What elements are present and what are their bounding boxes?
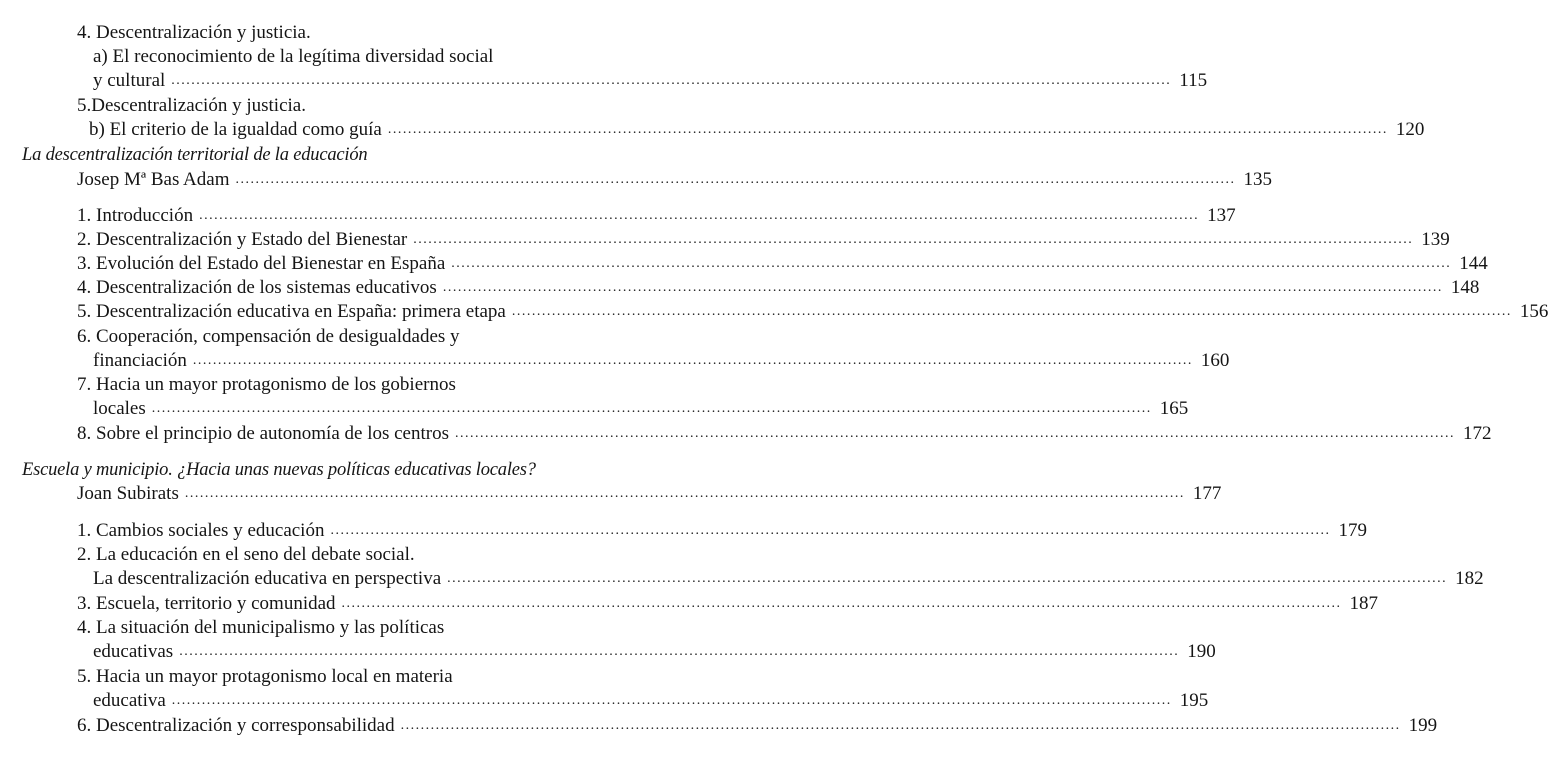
dot-leader: ........................................................................................................................................................................................................ — [184, 486, 1185, 501]
toc-entry-text: 8. Sobre el principio de autonomía de los centros — [77, 423, 449, 444]
dot-leader: ........................................................................................................................................................................................................ — [413, 232, 1414, 247]
toc-entry-text: 2. Descentralización y Estado del Bienestar — [77, 229, 408, 250]
toc-entry-text: locales — [93, 398, 146, 419]
toc-entry-text: Josep Mª Bas Adam — [77, 169, 230, 190]
toc-page-number: 144 — [1459, 253, 1488, 274]
toc-entry — [93, 45, 567, 69]
toc-entry — [77, 252, 1488, 276]
toc-entry — [77, 616, 567, 640]
toc-entry — [77, 325, 567, 349]
toc-page-number: 179 — [1338, 520, 1367, 541]
toc-entry-text: 1. Cambios sociales y educación — [77, 520, 325, 541]
toc-entry — [77, 519, 1367, 543]
toc-entry — [93, 349, 1230, 373]
toc-entry — [93, 69, 1208, 93]
toc-page-number: 156 — [1519, 301, 1548, 322]
toc-entry — [93, 567, 1484, 591]
toc-entry-text: 3. Evolución del Estado del Bienestar en España — [77, 253, 446, 274]
toc-page-number: 177 — [1192, 483, 1222, 504]
toc-entry — [77, 228, 1450, 252]
toc-entry — [77, 592, 1379, 616]
toc-page-number: 120 — [1395, 119, 1425, 140]
toc-page-number: 160 — [1200, 350, 1230, 371]
toc-entry — [77, 543, 567, 567]
toc-page-number: 115 — [1179, 70, 1208, 91]
toc-page-number: 148 — [1450, 277, 1480, 298]
toc-page-number: 182 — [1455, 568, 1484, 589]
toc-page-number: 199 — [1408, 715, 1438, 736]
toc-entry-text: 3. Escuela, territorio y comunidad — [77, 593, 336, 614]
toc-entry-text: 5.Descentralización y justicia. — [77, 95, 306, 116]
dot-leader: ........................................................................................................................................................................................................ — [455, 426, 1455, 441]
toc-entry — [77, 300, 1548, 324]
toc-entry-text: educativa — [93, 690, 166, 711]
toc-entry-text: 2. La educación en el seno del debate social. — [77, 544, 415, 565]
dot-leader: ........................................................................................................................................................................................................ — [151, 401, 1152, 416]
dot-leader: ........................................................................................................................................................................................................ — [387, 122, 1388, 137]
dot-leader: ........................................................................................................................................................................................................ — [451, 256, 1452, 271]
dot-leader: ........................................................................................................................................................................................................ — [511, 304, 1512, 319]
toc-page-number: 135 — [1243, 169, 1272, 190]
toc-entry — [93, 640, 1216, 664]
toc-entry-text: a) El reconocimiento de la legítima diversidad social — [93, 46, 494, 67]
dot-leader: ........................................................................................................................................................................................................ — [442, 280, 1443, 295]
toc-entry — [77, 204, 1236, 228]
toc-entry-text: 1. Introducción — [77, 205, 194, 226]
toc-page-number: 195 — [1179, 690, 1209, 711]
toc-entry — [77, 714, 1438, 738]
toc-entry — [77, 422, 1492, 446]
toc-entry-text: 5. Descentralización educativa en España: primera etapa — [77, 301, 506, 322]
toc-page-number: 190 — [1187, 641, 1216, 662]
toc-entry-text: La descentralización educativa en perspectiva — [93, 568, 442, 589]
toc-entry-text: Escuela y municipio. ¿Hacia unas nuevas políticas educativas locales? — [22, 460, 536, 480]
toc-section-title — [22, 143, 567, 167]
toc-entry-text: 4. La situación del municipalismo y las políticas — [77, 617, 445, 638]
toc-entry-text: 4. Descentralización y justicia. — [77, 22, 311, 43]
toc-entry-text: y cultural — [93, 70, 166, 91]
toc-entry-text: 4. Descentralización de los sistemas educativos — [77, 277, 437, 298]
dot-leader: ........................................................................................................................................................................................................ — [330, 523, 1331, 538]
toc-section-title — [22, 458, 567, 482]
toc-page-number: 187 — [1349, 593, 1379, 614]
toc-entry-text: La descentralización territorial de la educación — [22, 145, 368, 165]
dot-leader: ........................................................................................................................................................................................................ — [400, 718, 1401, 733]
dot-leader: ........................................................................................................................................................................................................ — [447, 571, 1448, 586]
toc-entry-text: 5. Hacia un mayor protagonismo local en materia — [77, 666, 453, 687]
toc-entry-text: b) El criterio de la igualdad como guía — [89, 119, 382, 140]
toc-entry — [93, 689, 1209, 713]
toc-entry — [77, 482, 1222, 506]
toc-entry — [77, 168, 1272, 192]
toc-entry — [77, 373, 567, 397]
dot-leader: ........................................................................................................................................................................................................ — [171, 693, 1172, 708]
toc-entry-text: 6. Descentralización y corresponsabilidad — [77, 715, 395, 736]
toc-page-number: 137 — [1207, 205, 1236, 226]
toc-page-number: 172 — [1463, 423, 1492, 444]
dot-leader: ........................................................................................................................................................................................................ — [171, 73, 1172, 88]
toc-page-number: 165 — [1159, 398, 1189, 419]
dot-leader: ........................................................................................................................................................................................................ — [179, 644, 1180, 659]
dot-leader: ........................................................................................................................................................................................................ — [199, 208, 1200, 223]
toc-entry-text: 7. Hacia un mayor protagonismo de los gobiernos — [77, 374, 456, 395]
toc-entry-text: 6. Cooperación, compensación de desigualdades y — [77, 326, 460, 347]
toc-entry — [89, 118, 1425, 142]
dot-leader: ........................................................................................................................................................................................................ — [192, 353, 1193, 368]
dot-leader: ........................................................................................................................................................................................................ — [235, 172, 1236, 187]
toc-page-number: 139 — [1421, 229, 1450, 250]
toc-entry-text: financiación — [93, 350, 187, 371]
toc-entry — [77, 21, 567, 45]
toc-entry-text: Joan Subirats — [77, 483, 179, 504]
dot-leader: ........................................................................................................................................................................................................ — [341, 596, 1342, 611]
toc-entry — [77, 665, 567, 689]
toc-entry — [77, 276, 1480, 300]
toc-entry — [77, 94, 567, 118]
toc-entry-text: educativas — [93, 641, 174, 662]
toc-entry — [93, 397, 1189, 421]
